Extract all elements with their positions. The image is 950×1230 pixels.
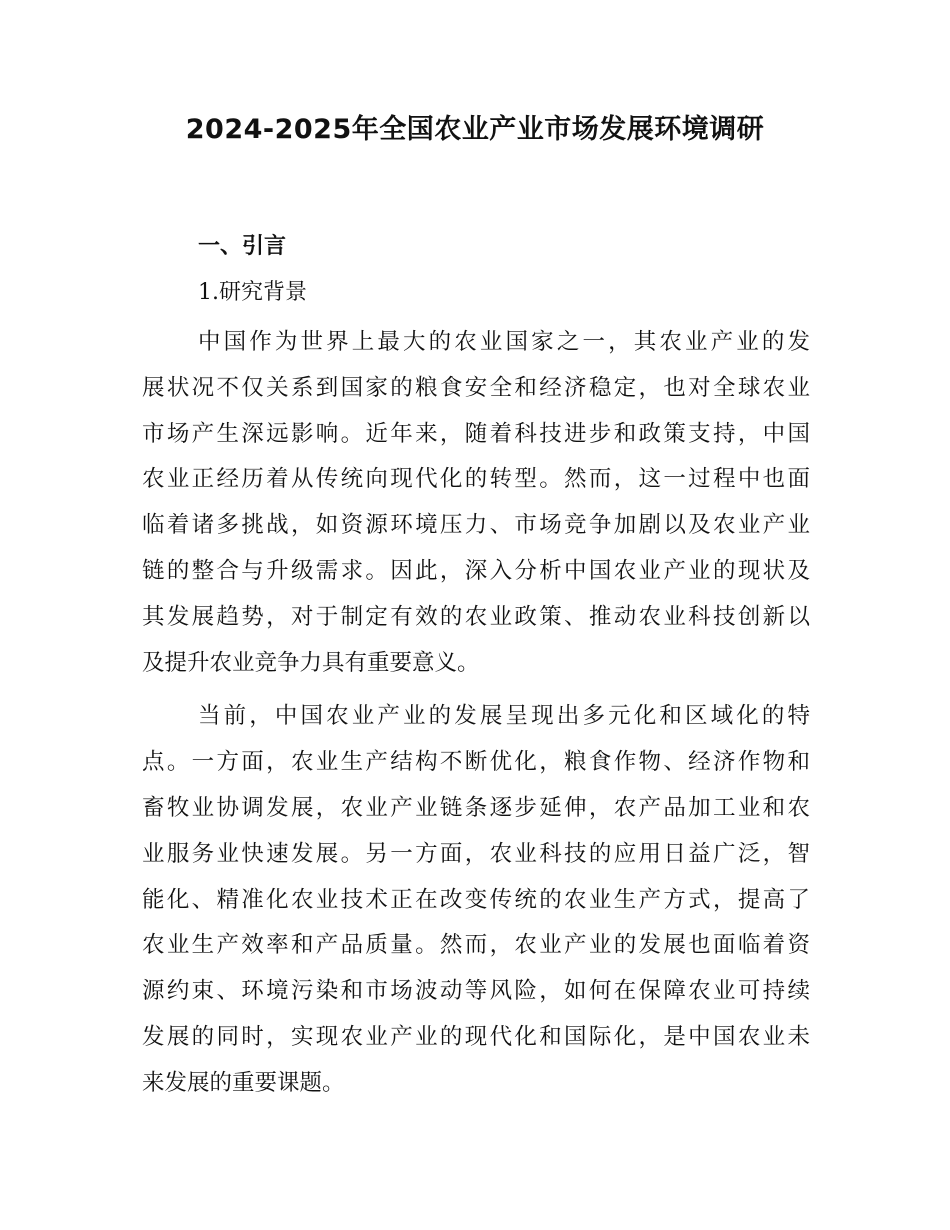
paragraph-1 (142, 320, 810, 686)
paragraph-line: 业服务业快速发展。另一方面，农业科技的应用日益广泛，智 (142, 840, 810, 867)
paragraph-line: 链的整合与升级需求。因此，深入分析中国农业产业的现状及 (142, 557, 810, 584)
paragraph-line: 其发展趋势，对于制定有效的农业政策、推动农业科技创新以 (142, 603, 810, 630)
paragraph-line: 农业正经历着从传统向现代化的转型。然而，这一过程中也面 (142, 466, 810, 493)
paragraph-line: 中国作为世界上最大的农业国家之一，其农业产业的发 (198, 329, 810, 355)
paragraph-line: 农业生产效率和产品质量。然而，农业产业的发展也面临着资 (142, 932, 810, 959)
document-body (142, 228, 810, 1115)
paragraph-line: 能化、精准化农业技术正在改变传统的农业生产方式，提高了 (142, 886, 810, 913)
subsection-heading: 1.研究背景 (198, 280, 307, 305)
paragraph-line: 展状况不仅关系到国家的粮食安全和经济稳定，也对全球农业 (142, 374, 810, 401)
paragraph-line: 临着诸多挑战，如资源环境压力、市场竞争加剧以及农业产业 (142, 512, 810, 539)
paragraph-line: 点。一方面，农业生产结构不断优化，粮食作物、经济作物和 (142, 749, 810, 776)
paragraph-2 (142, 694, 810, 1106)
document-title: 2024-2025年全国农业产业市场发展环境调研 (185, 114, 765, 145)
paragraph-line: 发展的同时，实现农业产业的现代化和国际化，是中国农业未 (142, 1023, 810, 1050)
section-heading: 一、引言 (198, 234, 287, 259)
paragraph-line: 来发展的重要课题。 (142, 1069, 345, 1096)
paragraph-line: 当前，中国农业产业的发展呈现出多元化和区域化的特 (198, 703, 810, 730)
paragraph-line: 市场产生深远影响。近年来，随着科技进步和政策支持，中国 (142, 420, 810, 447)
paragraph-line: 源约束、环境污染和市场波动等风险，如何在保障农业可持续 (142, 978, 810, 1005)
paragraph-line: 畜牧业协调发展，农业产业链条逐步延伸，农产品加工业和农 (142, 794, 810, 821)
paragraph-line: 及提升农业竞争力具有重要意义。 (142, 649, 480, 676)
